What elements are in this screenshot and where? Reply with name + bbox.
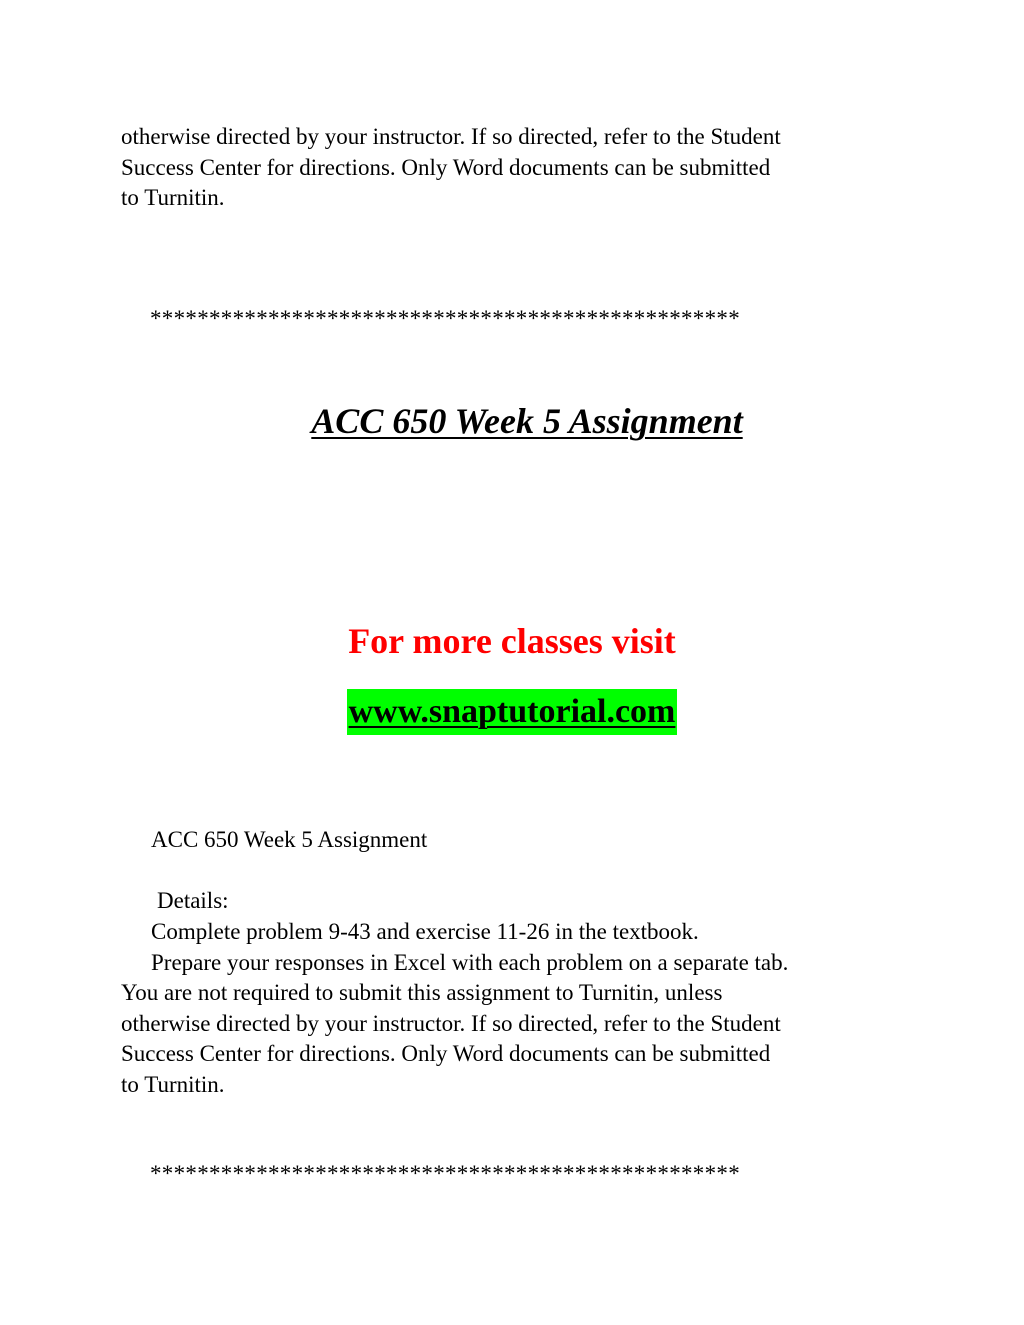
- top-paragraph-line: Success Center for directions. Only Word documents can be submitted: [121, 154, 771, 180]
- details-line: You are not required to submit this assignment to Turnitin, unless: [121, 980, 723, 1005]
- promo-text: For more classes visit: [348, 621, 676, 661]
- details-line: to Turnitin.: [121, 1071, 225, 1097]
- top-paragraph: [121, 122, 901, 214]
- snaptutorial-link[interactable]: www.snaptutorial.com: [347, 689, 678, 735]
- page-title: ACC 650 Week 5 Assignment: [311, 401, 743, 441]
- top-paragraph-line: otherwise directed by your instructor. If so directed, refer to the Student: [121, 124, 781, 149]
- details-line: otherwise directed by your instructor. If so directed, refer to the Student: [121, 1010, 781, 1036]
- details-line: [121, 948, 901, 979]
- separator-bottom: **************************************************: [150, 1161, 740, 1186]
- details-line: [121, 917, 901, 948]
- assignment-heading: ACC 650 Week 5 Assignment: [151, 827, 428, 852]
- details-line-text: Prepare your responses in Excel with each problem on a separate tab.: [151, 949, 789, 975]
- details-line: Success Center for directions. Only Word documents can be submitted: [121, 1041, 771, 1066]
- separator-top: **************************************************: [150, 306, 740, 331]
- promo-link-wrapper: [0, 689, 1024, 735]
- details-label: Details:: [157, 888, 229, 913]
- details-paragraph: [121, 917, 901, 1100]
- top-paragraph-line: to Turnitin.: [121, 185, 225, 210]
- details-line-text: Complete problem 9-43 and exercise 11-26 in the textbook.: [151, 919, 699, 944]
